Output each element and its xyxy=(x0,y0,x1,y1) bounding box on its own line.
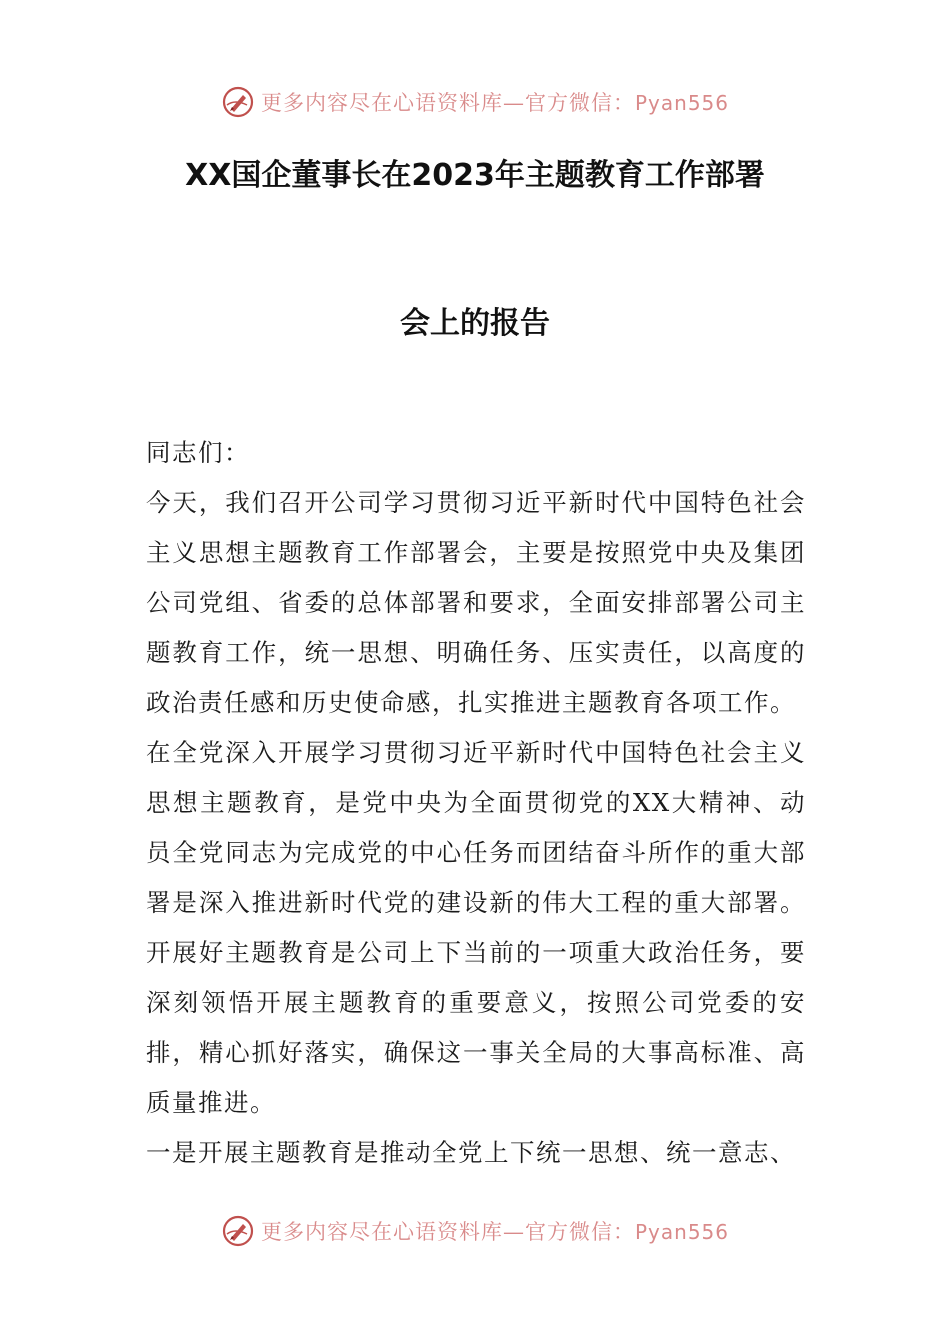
header-watermark xyxy=(0,82,950,122)
watermark-wechat-id: Pyan556 xyxy=(634,1220,729,1244)
document-title-line2: 会上的报告 xyxy=(400,306,550,341)
greeting: 同志们： xyxy=(146,438,250,467)
paragraph: 今天，我们召开公司学习贯彻习近平新时代中国特色社会主义思想主题教育工作部署会，主要是按照党中央及集团公司党组、省委的总体部署和要求，全面安排部署公司主题教育工作，统一思想、明确任务、压实责任，以高度的政治责任感和历史使命感，扎实推进主题教育各项工作。 xyxy=(146,488,806,717)
watermark-text: 更多内容尽在心语资料库—官方微信： xyxy=(260,91,635,115)
watermark-text: 更多内容尽在心语资料库—官方微信： xyxy=(260,1220,635,1244)
pen-logo-icon xyxy=(221,1214,255,1248)
footer-watermark xyxy=(0,1211,950,1251)
paragraph: 在全党深入开展学习贯彻习近平新时代中国特色社会主义思想主题教育，是党中央为全面贯彻党的XX大精神、动员全党同志为完成党的中心任务而团结奋斗所作的重大部署是深入推进新时代党的建设新的伟大工程的重大部署。开展好主题教育是公司上下当前的一项重大政治任务，要深刻领悟开展主题教育的重要意义，按照公司党委的安排，精心抓好落实，确保这一事关全局的大事高标准、高质量推进。 xyxy=(146,738,806,1117)
paragraph: 一是开展主题教育是推动全党上下统一思想、统一意志、 xyxy=(146,1138,796,1167)
pen-logo-icon xyxy=(221,85,255,119)
watermark-wechat-id: Pyan556 xyxy=(634,91,729,115)
document-title-line1: XX国企董事长在2023年主题教育工作部署 xyxy=(185,158,765,193)
document-body xyxy=(146,428,806,1178)
